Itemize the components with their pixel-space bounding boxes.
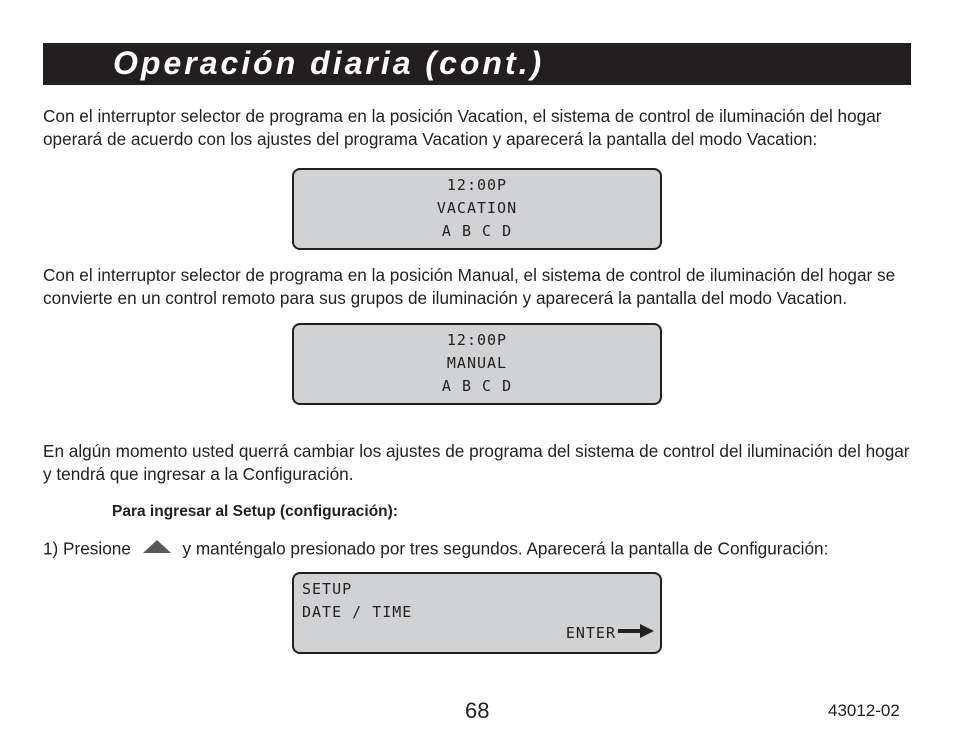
lcd-manual-screen <box>292 323 662 405</box>
page-number: 68 <box>465 698 490 723</box>
step-1-prefix: 1) Presione <box>43 538 131 559</box>
lcd-mode: MANUAL <box>446 354 508 372</box>
lcd-enter <box>566 622 654 645</box>
lcd-time: 12:00P <box>446 331 508 349</box>
lcd-enter-label: ENTER <box>565 624 616 642</box>
paragraph-setup-intro: En algún momento usted querrá cambiar los ajustes de programa del sistema de control del iluminación del hogar y tendrá que ingresar a la Configuración. <box>43 441 910 484</box>
lcd-date-time: DATE / TIME <box>302 603 413 621</box>
lcd-groups: A B C D <box>441 222 513 240</box>
lcd-vacation-screen <box>292 168 662 250</box>
lcd-setup-title: SETUP <box>302 580 353 598</box>
right-arrow-icon <box>618 622 654 645</box>
step-1-suffix: y manténgalo presionado por tres segundos. Aparecerá la pantalla de Configuración: <box>182 538 829 559</box>
step-1 <box>43 537 828 563</box>
lcd-mode: VACATION <box>436 199 518 217</box>
lcd-time: 12:00P <box>446 176 508 194</box>
up-triangle-icon <box>142 537 172 560</box>
paragraph-vacation: Con el interruptor selector de programa en la posición Vacation, el sistema de control de iluminación del hogar operará de acuerdo con los ajustes del programa Vacation y aparecerá la pantalla del modo Vacation: <box>43 106 882 149</box>
title-bar <box>43 43 911 85</box>
paragraph-manual: Con el interruptor selector de programa en la posición Manual, el sistema de control de iluminación del hogar se convierte en un control remoto para sus grupos de iluminación y aparecerá la pantalla del modo Vacation. <box>43 265 896 308</box>
lcd-setup-screen <box>292 572 662 654</box>
setup-heading: Para ingresar al Setup (configuración): <box>112 503 398 520</box>
lcd-groups: A B C D <box>441 377 513 395</box>
page-title: Operación diaria (cont.) <box>113 45 545 81</box>
document-number: 43012-02 <box>828 701 900 720</box>
